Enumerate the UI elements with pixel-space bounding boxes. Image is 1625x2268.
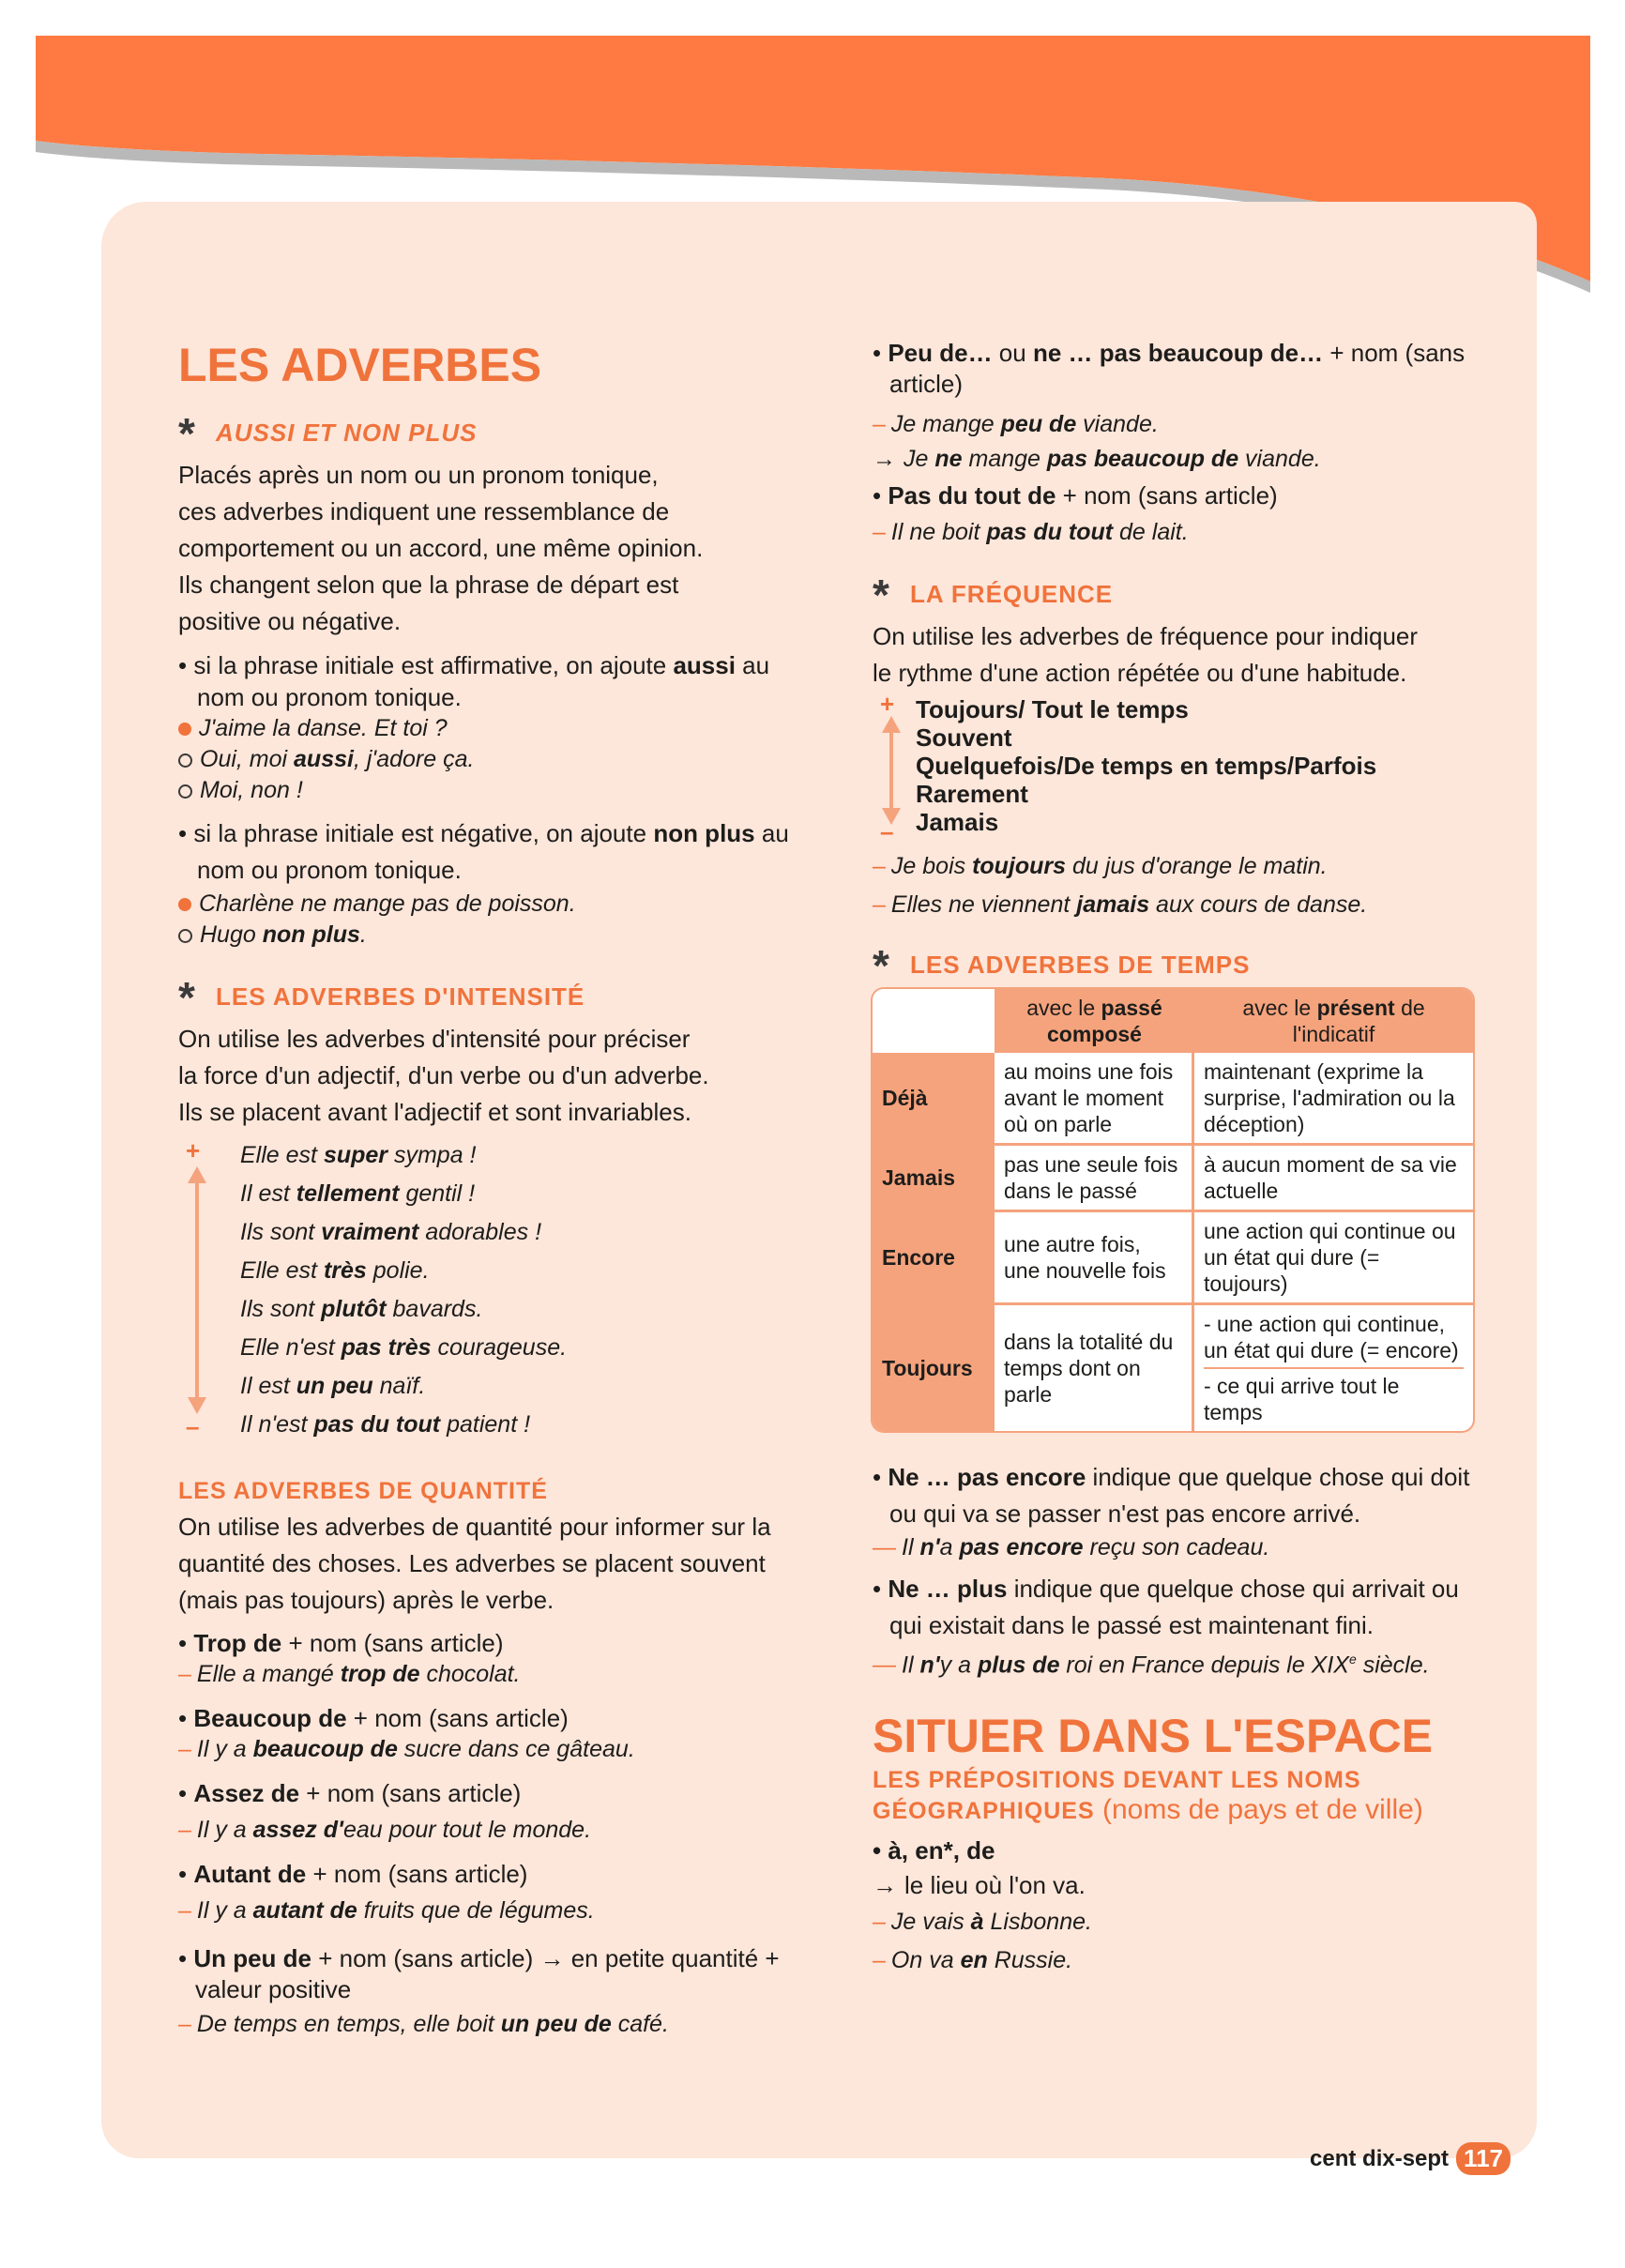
- example-line: – Je vais à Lisbonne.: [873, 1909, 1092, 1936]
- example-line: J'aime la danse. Et toi ?: [178, 713, 797, 744]
- arrow-right-icon: →: [873, 446, 896, 472]
- asterisk-icon: *: [178, 972, 196, 1022]
- right-column: [873, 338, 1482, 1980]
- example-line: Charlène ne mange pas de poisson.: [178, 889, 797, 920]
- aussi-bullet-affirmative: • si la phrase initiale est affirmative, on ajoute aussi au nom ou pronom tonique.: [178, 651, 770, 711]
- table-row: Déjà au moins une fois avant le moment où on parle maintenant (exprime la surprise, l'admiration ou la déception): [873, 1053, 1473, 1146]
- espace-explanation: → le lieu où l'on va.: [873, 1871, 1086, 1900]
- quantite-item: • Assez de + nom (sans article) – Il y a assez d'eau pour tout le monde.: [178, 1779, 592, 1843]
- example-line: Oui, moi aussi, j'adore ça.: [178, 744, 797, 775]
- quantite-item: • Beaucoup de + nom (sans article) – Il y a beaucoup de sucre dans ce gâteau.: [178, 1704, 635, 1762]
- ne-pas-encore-block: • Ne … pas encore indique que quelque chose qui doit ou qui va se passer n'est pas encore arrivé. — Il n'a pas encore reçu son cadeau. • Ne … plus indique que quelque chose qui arrivait ou qui existait dans le passé est maintenant fini. — Il n'y a plus de roi en France depuis le XIXe siècle.: [873, 1463, 1470, 1679]
- left-column: [178, 338, 797, 2040]
- intensity-arrow: + –: [178, 1136, 216, 1444]
- aussi-bullet-negative: • si la phrase initiale est négative, on ajoute non plus au nom ou pronom tonique.: [178, 819, 789, 884]
- empty-circle-icon: [178, 784, 192, 799]
- quantite-item: • Trop de + nom (sans article) – Elle a mangé trop de chocolat.: [178, 1629, 521, 1687]
- empty-circle-icon: [178, 929, 192, 943]
- page-title: LES ADVERBES: [178, 339, 542, 391]
- frequence-intro: On utilise les adverbes de fréquence pour indiquer le rythme d'une action répétée ou d'une habitude.: [873, 622, 1419, 687]
- quantite-item: • Autant de + nom (sans article) – Il y a autant de fruits que de légumes.: [178, 1860, 595, 1924]
- frequency-item: Toujours/ Tout le temps: [916, 695, 1189, 723]
- filled-dot-icon: [178, 723, 191, 736]
- quantite-intro: On utilise les adverbes de quantité pour informer sur la quantité des choses. Les adverbes se placent souvent (mais pas toujours) après le verbe.: [178, 1513, 771, 1614]
- section-intensite-heading: * LES ADVERBES D'INTENSITÉ: [178, 972, 585, 1022]
- column-header-passe-compose: avec le passé composé: [995, 989, 1194, 1053]
- intensity-examples: [216, 1136, 797, 1444]
- example-line: Ils sont plutôt bavards.: [240, 1296, 483, 1322]
- intensity-scale: [178, 1136, 797, 1444]
- example-line: – Je bois toujours du jus d'orange le matin.: [873, 853, 1328, 879]
- filled-dot-icon: [178, 898, 191, 911]
- example-line: – Elles ne viennent jamais aux cours de danse.: [873, 891, 1368, 918]
- asterisk-icon: *: [873, 940, 890, 990]
- page-number-text: cent dix-sept: [1310, 2145, 1450, 2171]
- table-row: Jamais pas une seule fois dans le passé à aucun moment de sa vie actuelle: [873, 1146, 1473, 1212]
- asterisk-icon: *: [178, 408, 196, 458]
- aussi-intro: Placés après un nom ou un pronom tonique, ces adverbes indiquent une ressemblance de comportement ou un accord, une même opinion. Ils changent selon que la phrase de départ est positive ou négative.: [178, 461, 704, 635]
- asterisk-icon: *: [873, 570, 890, 619]
- arrow-right-icon: →: [873, 1871, 897, 1900]
- espace-subheading: LES PRÉPOSITIONS DEVANT LES NOMS GÉOGRAPHIQUES (noms de pays et de ville): [873, 1767, 1423, 1826]
- frequency-scale: [873, 690, 1482, 845]
- example-line: Hugo non plus.: [178, 920, 797, 951]
- frequency-item: Rarement: [916, 780, 1028, 808]
- column-header-present: avec le présent de l'indicatif: [1194, 989, 1473, 1053]
- page-number-badge: 117: [1456, 2142, 1511, 2175]
- example-line: Moi, non !: [178, 775, 797, 806]
- section-frequence-heading: * LA FRÉQUENCE: [873, 570, 1114, 619]
- section-quantite-heading: LES ADVERBES DE QUANTITÉ: [178, 1478, 548, 1504]
- example-line: Ils sont vraiment adorables !: [240, 1219, 542, 1245]
- frequency-item: Souvent: [916, 723, 1012, 752]
- example-line: – On va en Russie.: [873, 1947, 1073, 1974]
- frequency-arrow: + –: [873, 695, 916, 836]
- example-line: Elle est très polie.: [240, 1257, 430, 1284]
- espace-prepositions: • à, en*, de: [873, 1836, 995, 1865]
- section-aussi-heading: * AUSSI ET NON PLUS: [178, 408, 478, 458]
- frequency-list: [916, 695, 1482, 836]
- example-line: Elle n'est pas très courageuse.: [240, 1334, 568, 1361]
- intensite-intro: On utilise les adverbes d'intensité pour préciser la force d'un adjectif, d'un verbe ou d'un adverbe. Ils se placent avant l'adjectif et sont invariables.: [178, 1025, 709, 1126]
- table-row: Toujours dans la totalité du temps dont on parle - une action qui continue, un état qui dure (= encore) - ce qui arrive tout le temps: [873, 1305, 1473, 1431]
- example-line: Elle est super sympa !: [240, 1142, 477, 1168]
- example-line: Il est tellement gentil !: [240, 1180, 476, 1207]
- frequency-item: Quelquefois/De temps en temps/Parfois: [916, 752, 1377, 780]
- section-espace-title: SITUER DANS L'ESPACE: [873, 1710, 1434, 1763]
- time-adverbs-table: [873, 989, 1473, 1431]
- example-line: Il n'est pas du tout patient !: [240, 1411, 531, 1438]
- table-row: Encore une autre fois, une nouvelle fois une action qui continue ou un état qui dure (= toujours): [873, 1212, 1473, 1305]
- section-temps-heading: * LES ADVERBES DE TEMPS: [873, 940, 1251, 990]
- table-header-row: [873, 989, 1473, 1053]
- quantite-item: • Un peu de + nom (sans article) → en petite quantité + valeur positive – De temps en temps, elle boit un peu de café.: [178, 1944, 780, 2037]
- page-footer: [1310, 2142, 1511, 2175]
- frequency-item: Jamais: [916, 808, 999, 836]
- empty-circle-icon: [178, 753, 192, 768]
- peu-de-block: • Peu de… ou ne … pas beaucoup de… + nom (sans article) – Je mange peu de viande. → Je ne mange pas beaucoup de viande. • Pas du tout de + nom (sans article) – Il ne boit pas du tout de lait.: [873, 339, 1466, 545]
- example-line: Il est un peu naïf.: [240, 1373, 426, 1399]
